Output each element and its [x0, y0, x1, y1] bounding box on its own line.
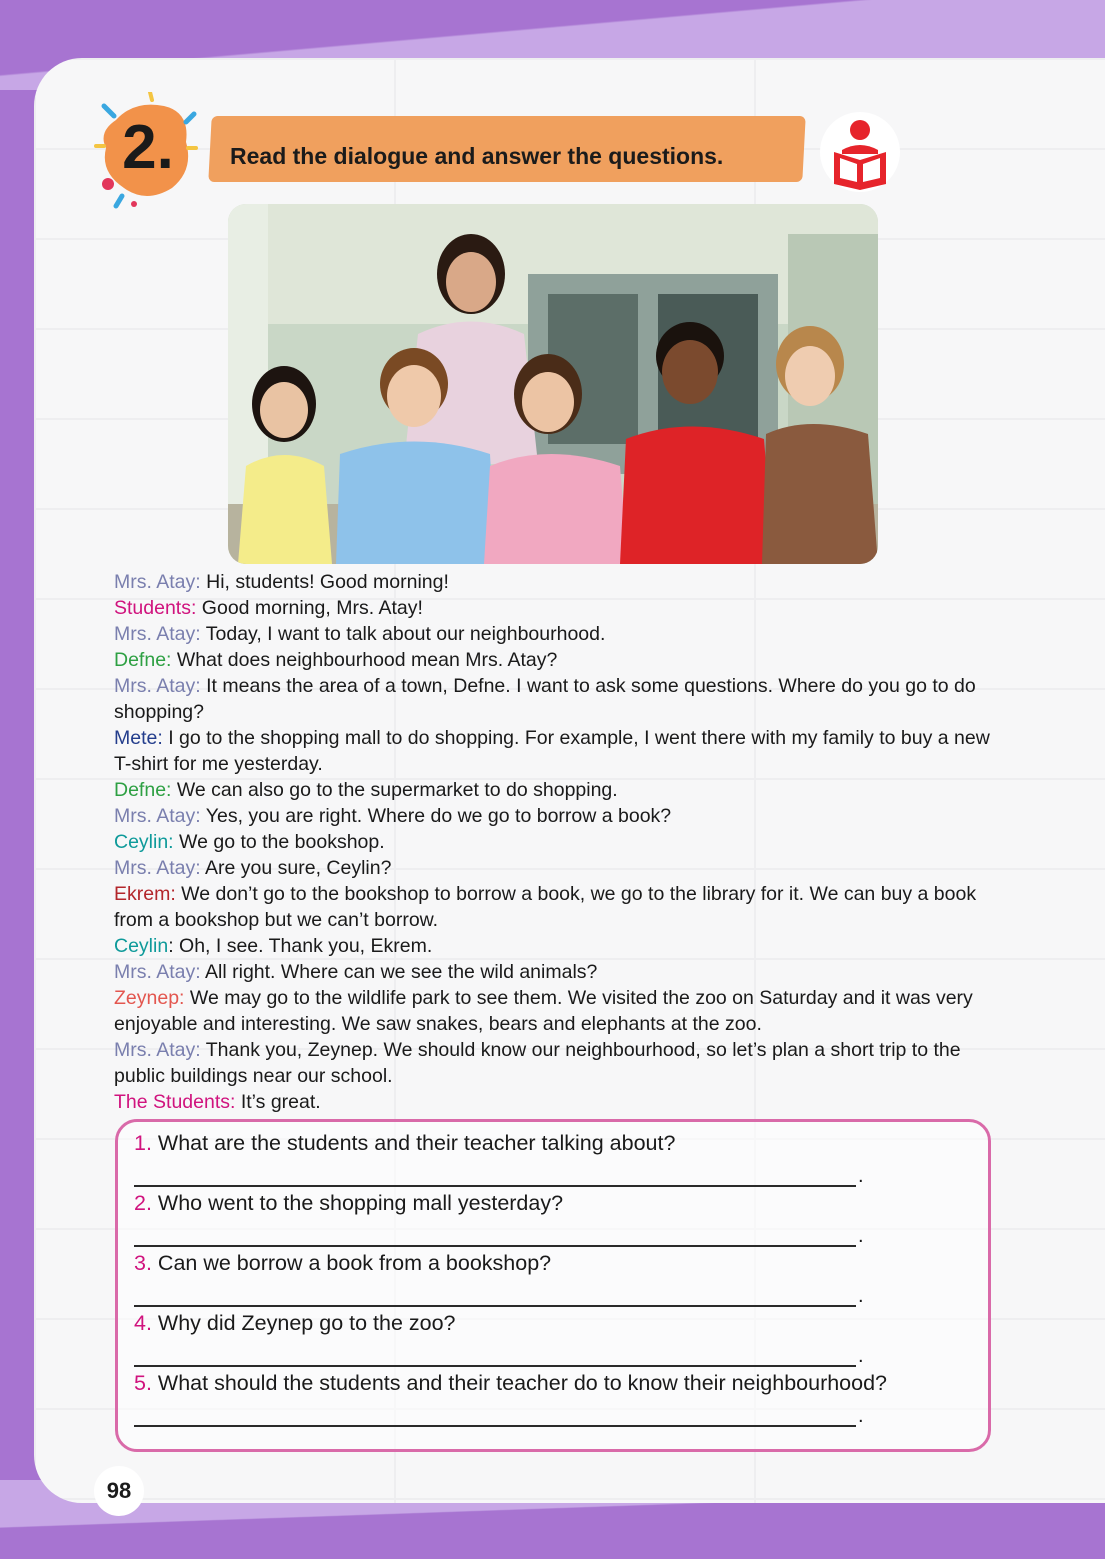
question-text: Who went to the shopping mall yesterday? [151, 1191, 564, 1215]
speech-text: : Oh, I see. Thank you, Ekrem. [168, 935, 433, 957]
speech-text: Are you sure, Ceylin? [200, 857, 392, 879]
reading-person-icon [820, 112, 900, 192]
dialogue-line [114, 621, 1004, 647]
speech-text: Good morning, Mrs. Atay! [196, 597, 423, 619]
speech-text: We go to the bookshop. [173, 831, 385, 853]
dialogue-line [114, 829, 1004, 855]
teacher-students-photo [228, 204, 878, 564]
answer-period: . [858, 1225, 864, 1247]
speech-text: Today, I want to talk about our neighbourhood. [200, 623, 606, 645]
answer-period: . [858, 1165, 864, 1187]
dialogue-line [114, 595, 1004, 621]
speaker-name: Mrs. Atay: [114, 961, 201, 983]
dialogue-line [114, 933, 1004, 959]
speaker-name: Mrs. Atay: [114, 1039, 201, 1061]
speech-text: Thank you, Zeynep. We should know our neighbourhood, so let’s plan a short trip to the public buildings near our school. [114, 1039, 961, 1087]
dialogue-line [114, 569, 1004, 595]
speech-text: What does neighbourhood mean Mrs. Atay? [171, 649, 558, 671]
dialogue-line [114, 673, 1004, 725]
dialogue-line [114, 881, 1004, 933]
speech-text: It’s great. [235, 1091, 321, 1113]
dialogue-line [114, 1089, 1004, 1115]
speaker-name: Mrs. Atay: [114, 571, 201, 593]
question-item [134, 1251, 551, 1276]
speaker-name: Mrs. Atay: [114, 805, 201, 827]
question-item [134, 1131, 675, 1156]
speaker-name: Ceylin: [114, 831, 174, 853]
speaker-name: Ceylin [114, 935, 169, 957]
exercise-number: 2. [122, 113, 174, 182]
speech-text: Yes, you are right. Where do we go to borrow a book? [200, 805, 672, 827]
speaker-name: Zeynep: [114, 987, 185, 1009]
question-number: 3. [134, 1251, 152, 1275]
speaker-name: Mrs. Atay: [114, 857, 201, 879]
dialogue-text [114, 569, 1004, 1115]
answer-period: . [858, 1345, 864, 1367]
speaker-name: The Students: [114, 1091, 236, 1113]
speech-text: All right. Where can we see the wild animals? [200, 961, 598, 983]
speaker-name: Mrs. Atay: [114, 623, 201, 645]
dialogue-line [114, 959, 1004, 985]
answer-line[interactable] [134, 1425, 856, 1427]
question-item [134, 1371, 887, 1396]
exercise-title: Read the dialogue and answer the questions. [230, 143, 724, 169]
speech-text: Hi, students! Good morning! [200, 571, 449, 593]
question-text: What are the students and their teacher talking about? [151, 1131, 676, 1155]
question-text: Why did Zeynep go to the zoo? [151, 1311, 456, 1335]
dialogue-line [114, 855, 1004, 881]
page-number: 98 [94, 1466, 144, 1516]
speech-text: We can also go to the supermarket to do shopping. [171, 779, 618, 801]
speaker-name: Mete: [114, 727, 163, 749]
speaker-name: Defne: [114, 649, 172, 671]
answer-period: . [858, 1405, 864, 1427]
speech-text: We don’t go to the bookshop to borrow a book, we go to the library for it. We can buy a book from a bookshop but we can’t borrow. [114, 883, 977, 931]
speaker-name: Mrs. Atay: [114, 675, 201, 697]
question-text: What should the students and their teacher do to know their neighbourhood? [151, 1371, 888, 1395]
question-number: 1. [134, 1131, 152, 1155]
answer-line[interactable] [134, 1365, 856, 1367]
question-number: 2. [134, 1191, 152, 1215]
speaker-name: Students: [114, 597, 197, 619]
answer-line[interactable] [134, 1185, 856, 1187]
speech-text: We may go to the wildlife park to see them. We visited the zoo on Saturday and it was very enjoyable and interesting. We saw snakes, bears and elephants at the zoo. [114, 987, 973, 1035]
dialogue-line [114, 777, 1004, 803]
speaker-name: Defne: [114, 779, 172, 801]
dialogue-line [114, 1037, 1004, 1089]
answer-line[interactable] [134, 1305, 856, 1307]
dialogue-line [114, 803, 1004, 829]
dialogue-line [114, 647, 1004, 673]
question-number: 4. [134, 1311, 152, 1335]
speech-text: I go to the shopping mall to do shopping. For example, I went there with my family to buy a new T-shirt for me yesterday. [114, 727, 990, 775]
answer-period: . [858, 1285, 864, 1307]
question-text: Can we borrow a book from a bookshop? [151, 1251, 552, 1275]
question-item [134, 1311, 456, 1336]
answer-line[interactable] [134, 1245, 856, 1247]
dialogue-line [114, 985, 1004, 1037]
question-number: 5. [134, 1371, 152, 1395]
question-item [134, 1191, 563, 1216]
speech-text: It means the area of a town, Defne. I want to ask some questions. Where do you go to do shopping? [114, 675, 976, 723]
speaker-name: Ekrem: [114, 883, 176, 905]
dialogue-line [114, 725, 1004, 777]
